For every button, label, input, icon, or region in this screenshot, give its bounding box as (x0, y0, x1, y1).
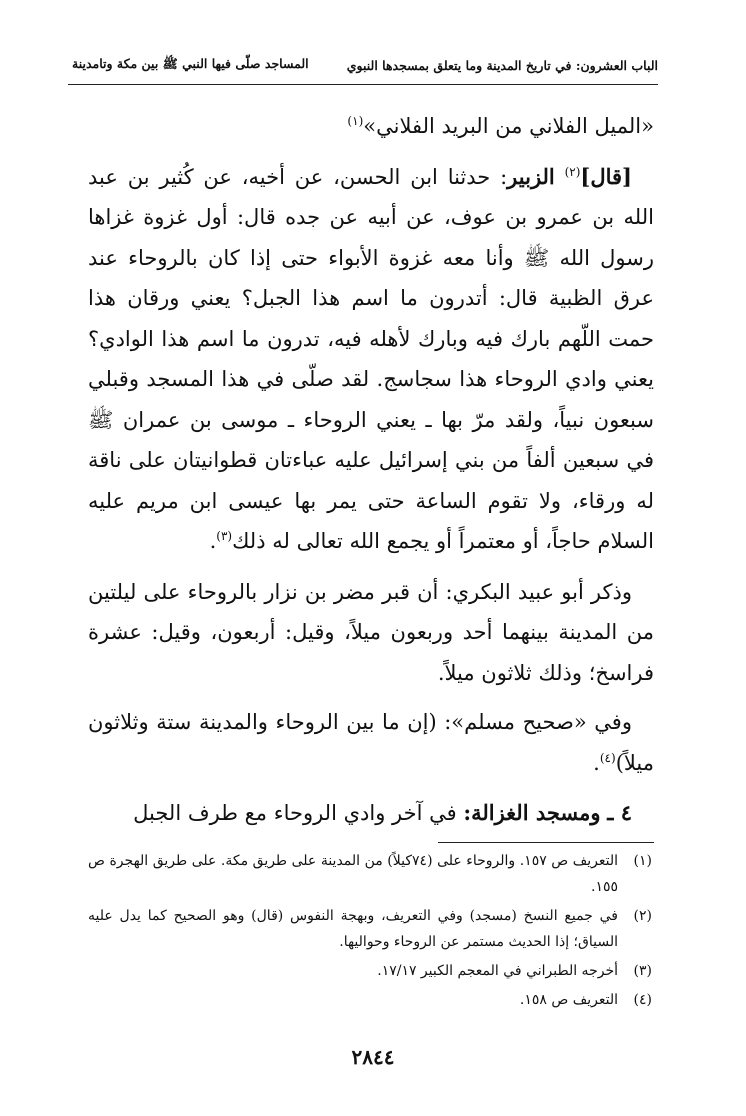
paragraph-2 (88, 157, 654, 562)
footnote-divider (438, 842, 654, 843)
mosque-heading: ومسجد الغزالة: (463, 800, 601, 825)
paragraph-4-text: وفي «صحيح مسلم»: (إن ما بين الروحاء والمدينة ستة وثلاثون ميلاً) (88, 710, 654, 775)
footnote-4-text: التعريف ص ١٥٨. (519, 992, 618, 1008)
paragraph-4 (88, 702, 654, 783)
footnote-3-text: أخرجه الطبراني في المعجم الكبير ١٧/١٧. (377, 963, 618, 979)
header-chapter-title: الباب العشرون: في تاريخ المدينة وما يتعلق بمسجدها النبوي (346, 57, 658, 73)
footnote-ref-2: (٢) (564, 164, 581, 179)
footnote-1-text: التعريف ص ١٥٧. والروحاء على (٧٤كيلاً) من المدينة على طريق مكة. على طريق الهجرة ص ١٥٥. (88, 853, 618, 895)
footnote-2 (88, 903, 652, 955)
paragraph-2-text: : حدثنا ابن الحسن، عن أخيه، عن كُثير بن عبد الله بن عمرو بن عوف، عن أبيه عن جده قال: أول غزوة غزاها رسول الله ﷺ وأنا معه غزوة الأبواء حتى إذا كان بالروحاء عند عرق الظبية قال: أتدرون ما اسم هذا الجبل؟ يعني ورقان هذا حمت اللّهم بارك فيه وبارك لأهله فيه، تدرون ما اسم هذا الوادي؟ يعني وادي الروحاء هذا سجاسج. لقد صلّى في هذا المسجد وقبلي سبعون نبياً، ولقد مرّ بها ـ يعني الروحاء ـ موسى بن عمران ﷺ في سبعين ألفاً من بني إسرائيل عليه عباءتان قطوانيتان على ناقة له ورقاء، ولا تقوم الساعة حتى يمر بها عيسى ابن مريم عليه السلام حاجاً، أو معتمراً أو يجمع الله تعالى له ذلك (88, 164, 654, 553)
header-divider (68, 84, 658, 85)
footnote-ref-3: (٣) (216, 529, 233, 543)
footnotes (88, 848, 652, 1016)
footnote-ref-1: (١) (347, 114, 364, 128)
footnote-2-number: (٢) (633, 908, 652, 924)
paragraph-1 (88, 106, 654, 147)
item-number: ٤ ـ (607, 800, 632, 825)
footnote-3-number: (٣) (633, 963, 652, 979)
bracket-label: [قال] (580, 163, 632, 189)
footnote-1 (88, 848, 652, 900)
paragraph-5 (88, 793, 654, 834)
paragraph-3: وذكر أبو عبيد البكري: أن قبر مضر بن نزار بالروحاء على ليلتين من المدينة بينهما أحد وربعون ميلاً، وقيل: أربعون، وقيل: عشرة فراسخ؛ وذلك ثلاثون ميلاً. (88, 579, 654, 685)
main-text (88, 106, 654, 834)
paragraph-5-text: في آخر وادي الروحاء مع طرف الجبل (133, 801, 457, 825)
page-number: ٢٨٤٤ (351, 1045, 395, 1069)
footnote-3 (88, 958, 652, 984)
footnote-1-number: (١) (633, 853, 652, 869)
header-section-title: المساجد صلّى فيها النبي ﷺ بين مكة وتامدينة (72, 55, 309, 71)
paragraph-2-end: . (209, 529, 217, 553)
footnote-4 (88, 987, 652, 1013)
footnote-4-number: (٤) (633, 992, 652, 1008)
paragraph-4-end: . (593, 750, 600, 775)
footnote-ref-4: (٤) (599, 750, 616, 765)
narrator-name: الزبير (507, 163, 555, 189)
running-header (72, 50, 658, 80)
footnote-2-text: في جميع النسخ (مسجد) وفي التعريف، وبهجة النفوس (قال) وهو الصحيح كما يدل عليه السياق؛ إذا الحديث مستمر عن الروحاء وحواليها. (88, 908, 618, 950)
paragraph-1-text: «الميل الفلاني من البريد الفلاني» (363, 114, 654, 138)
